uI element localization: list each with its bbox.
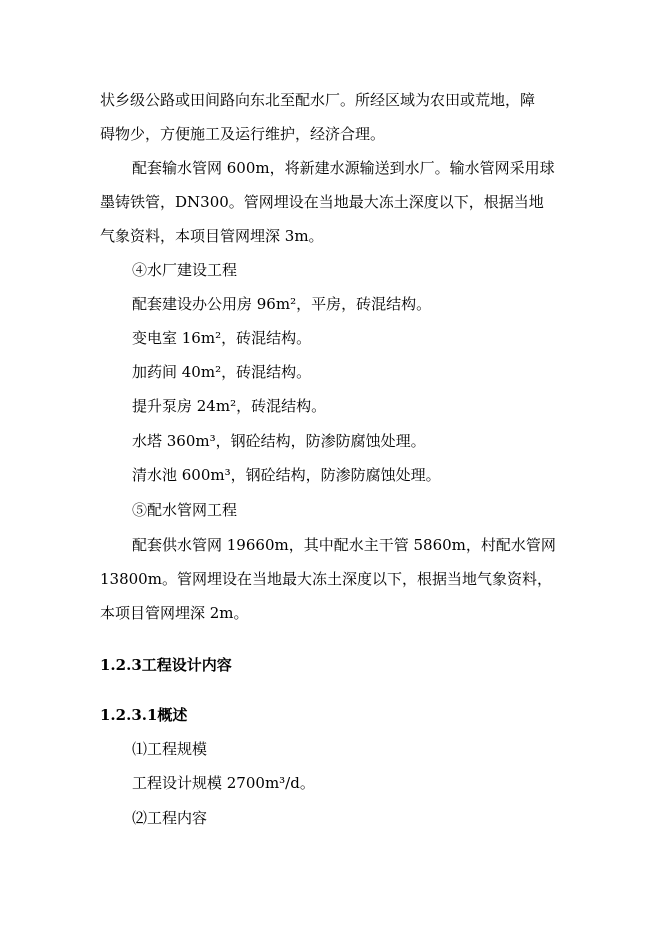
paragraph-3-line-1: 配套供水管网 19660m，其中配水主干管 5860m，村配水管网: [132, 536, 556, 554]
item-4-line: 变电室 16m²，砖混结构。: [132, 329, 312, 347]
item-4-line: 清水池 600m³，钢砼结构，防渗防腐蚀处理。: [132, 466, 441, 484]
sub-item-1-title: ⑴工程规模: [132, 740, 208, 758]
item-4-line: 加药间 40m²，砖混结构。: [132, 363, 312, 381]
item-4-line: 提升泵房 24m²，砖混结构。: [132, 397, 327, 415]
paragraph-1-line-2: 碍物少，方便施工及运行维护，经济合理。: [100, 125, 386, 143]
paragraph-2-line-2: 墨铸铁管，DN300。管网埋设在当地最大冻土深度以下，根据当地: [100, 193, 544, 211]
paragraph-2-line-1: 配套输水管网 600m，将新建水源输送到水厂。输水管网采用球: [132, 159, 555, 177]
item-4-line: 配套建设办公用房 96m²，平房，砖混结构。: [132, 295, 432, 313]
paragraph-2-line-3: 气象资料，本项目管网埋深 3m。: [100, 227, 324, 245]
item-4-line: 水塔 360m³，钢砼结构，防渗防腐蚀处理。: [132, 432, 426, 450]
subsection-heading: 1.2.3.1概述: [100, 706, 188, 724]
sub-item-1-text: 工程设计规模 2700m³/d。: [132, 774, 315, 792]
paragraph-3-line-3: 本项目管网埋深 2m。: [100, 604, 249, 622]
item-5-title: ⑤配水管网工程: [132, 501, 238, 519]
paragraph-3-line-2: 13800m。管网埋设在当地最大冻土深度以下，根据当地气象资料，: [100, 570, 552, 588]
sub-item-2-title: ⑵工程内容: [132, 809, 208, 827]
section-heading: 1.2.3工程设计内容: [100, 656, 232, 674]
paragraph-1-line-1: 状乡级公路或田间路向东北至配水厂。所经区域为农田或荒地，障: [100, 91, 536, 109]
item-4-title: ④水厂建设工程: [132, 261, 238, 279]
